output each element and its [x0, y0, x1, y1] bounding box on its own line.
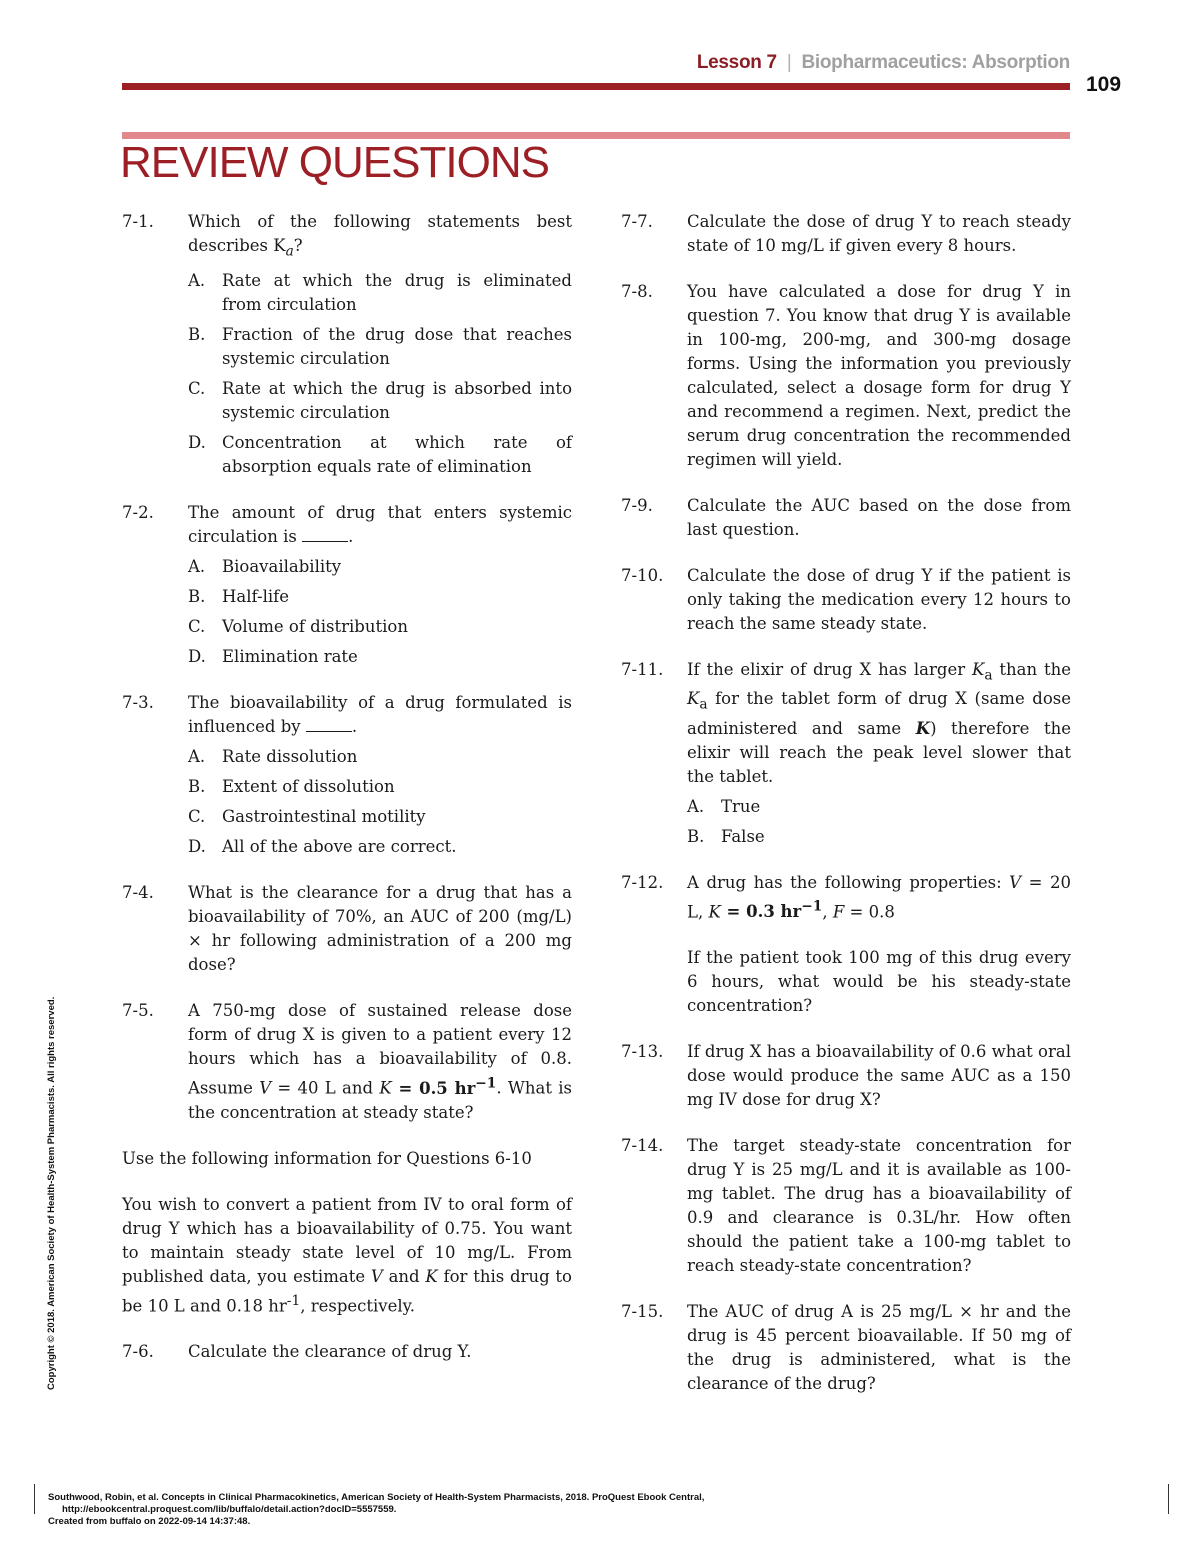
question-text: If the elixir of drug X has larger $K_a$ than the $K_a$ for the tablet form of drug X (same dose administered and same K) therefore the elixir will reach the peak level slower that the tablet. — [687, 660, 1072, 786]
option: C. Gastrointestinal motility — [188, 807, 426, 827]
option: B. Fraction of the drug dose that reaches systemic circulation — [188, 325, 572, 369]
question-text: Calculate the dose of drug Y if the patient is only taking the medication every 12 hours to reach the same steady state. — [687, 566, 1071, 633]
option: D. All of the above are correct. — [188, 837, 457, 857]
question-7-5 — [122, 999, 572, 1125]
question-text: If drug X has a bioavailability of 0.6 what oral dose would produce the same AUC as a 150 mg IV dose for drug X? — [687, 1042, 1071, 1110]
option: B. False — [687, 826, 765, 846]
question-number: 7-3. — [122, 693, 154, 713]
citation-line: Southwood, Robin, et al. Concepts in Clinical Pharmacokinetics, American Society of Health-System Pharmacists, 2018. ProQuest Ebook Central, — [48, 1492, 705, 1503]
question-text: Calculate the clearance of drug Y. — [188, 1342, 472, 1362]
question-number: 7-15. — [621, 1302, 664, 1322]
question-text: The AUC of drug A is 25 mg/L × hr and the drug is 45 percent bioavailable. If 50 mg of the drug is administered, what is the clearance of the drug? — [687, 1302, 1071, 1394]
question-text: Which of the following statements best describes $K_a$? — [188, 212, 572, 260]
right-column — [621, 210, 1071, 1396]
header-rule — [122, 83, 1070, 90]
question-7-1 — [122, 210, 572, 479]
question-7-7 — [621, 210, 1071, 258]
question-text: The target steady-state concentration for drug Y is 25 mg/L and it is available as 100-mg tablet. The drug has a bioavailability of 0.9 and clearance is 0.3L/hr. How often should the patient take a 100-mg tablet to reach steady-state concentration? — [687, 1136, 1071, 1276]
question-number: 7-9. — [621, 496, 653, 515]
running-header — [560, 52, 1070, 74]
option: A. True — [687, 796, 761, 816]
question-number: 7-2. — [122, 503, 154, 523]
question-text: A 750-mg dose of sustained release dose form of drug X is given to a patient every 12 hours which has a bioavailability of 0.8. Assume V = 40 L and K = 0.5 $hr^{-1}$. What is the concentration at steady state? — [188, 1001, 572, 1122]
question-text: Calculate the AUC based on the dose from last question. — [687, 496, 1071, 539]
question-number: 7-4. — [122, 883, 154, 903]
question-text: A drug has the following properties: V = 20 L, K = 0.3 $hr^{-1}$, F = 0.8 — [687, 872, 1071, 922]
option: B. Half-life — [188, 587, 290, 607]
question-text: You have calculated a dose for drug Y in question 7. You know that drug Y is available in 100-mg, 200-mg, and 300-mg dosage forms. Using the information you previously calculated, select a dosage form for drug Y and recommend a regimen. Next, predict the serum drug concentration the recommended regimen will yield. — [687, 282, 1071, 469]
question-7-11 — [621, 658, 1071, 849]
scenario-text: You wish to convert a patient from IV to oral form of drug Y which has a bioavailability of 0.75. You want to maintain steady state level of 10 mg/L. From published data, you estimate V and K for this drug to be 10 L and 0.18 $hr^{-1}$, respectively. — [122, 1194, 572, 1316]
answer-blank — [302, 527, 348, 542]
question-text: The amount of drug that enters systemic circulation is . — [188, 503, 572, 547]
option: A. Rate at which the drug is eliminated from circulation — [188, 271, 572, 315]
left-column — [122, 210, 572, 1364]
option: B. Extent of dissolution — [188, 777, 395, 797]
option: A. Bioavailability — [188, 557, 342, 577]
header-separator: | — [786, 52, 792, 73]
question-number: 7-7. — [621, 212, 653, 231]
question-number: 7-8. — [621, 282, 653, 301]
question-number: 7-6. — [122, 1342, 154, 1362]
lesson-label: Lesson 7 — [696, 52, 777, 73]
instructions: Use the following information for Questions 6-10 — [122, 1148, 532, 1168]
question-7-13 — [621, 1040, 1071, 1112]
footer-margin-line-left — [34, 1484, 35, 1514]
option: D. Concentration at which rate of absorption equals rate of elimination — [188, 433, 572, 477]
question-number: 7-1. — [122, 212, 154, 231]
question-7-8 — [621, 280, 1071, 472]
question-text: The bioavailability of a drug formulated is influenced by . — [188, 693, 572, 737]
option: C. Volume of distribution — [188, 617, 408, 637]
citation-footer — [48, 1492, 704, 1528]
question-7-12 — [621, 871, 1071, 1019]
option: A. Rate dissolution — [188, 747, 358, 767]
question-text: Calculate the dose of drug Y to reach steady state of 10 mg/L if given every 8 hours. — [687, 212, 1071, 255]
question-7-2 — [122, 501, 572, 669]
question-7-4 — [122, 881, 572, 977]
answer-blank — [306, 717, 352, 732]
citation-url[interactable]: http://ebookcentral.proquest.com/lib/buffalo/detail.action?docID=5557559. — [62, 1504, 397, 1515]
question-number: 7-10. — [621, 566, 664, 585]
chapter-title: Biopharmaceutics: Absorption — [801, 52, 1070, 73]
question-number: 7-12. — [621, 872, 664, 892]
option: D. Elimination rate — [188, 647, 358, 667]
question-number: 7-5. — [122, 1001, 154, 1021]
question-7-6 — [122, 1340, 572, 1364]
citation-created: Created from buffalo on 2022-09-14 14:37:48. — [48, 1516, 251, 1527]
option: C. Rate at which the drug is absorbed into systemic circulation — [188, 379, 572, 423]
question-7-3 — [122, 691, 572, 859]
footer-margin-line-right — [1168, 1484, 1169, 1514]
question-text-continued: If the patient took 100 mg of this drug every 6 hours, what would be his steady-state concentration? — [687, 948, 1071, 1016]
question-7-10 — [621, 564, 1071, 636]
question-7-9 — [621, 494, 1071, 542]
copyright-notice: Copyright © 2018. American Society of Health-System Pharmacists. All rights reserved. — [46, 996, 57, 1390]
question-number: 7-14. — [621, 1136, 664, 1156]
question-number: 7-11. — [621, 660, 664, 679]
page-title: REVIEW QUESTIONS — [120, 138, 549, 187]
question-number: 7-13. — [621, 1042, 664, 1062]
page-number: 109 — [1086, 73, 1122, 96]
question-text: What is the clearance for a drug that has a bioavailability of 70%, an AUC of 200 (mg/L) × hr following administration of a 200 mg dose? — [188, 883, 572, 975]
question-7-15 — [621, 1300, 1071, 1396]
question-7-14 — [621, 1134, 1071, 1278]
